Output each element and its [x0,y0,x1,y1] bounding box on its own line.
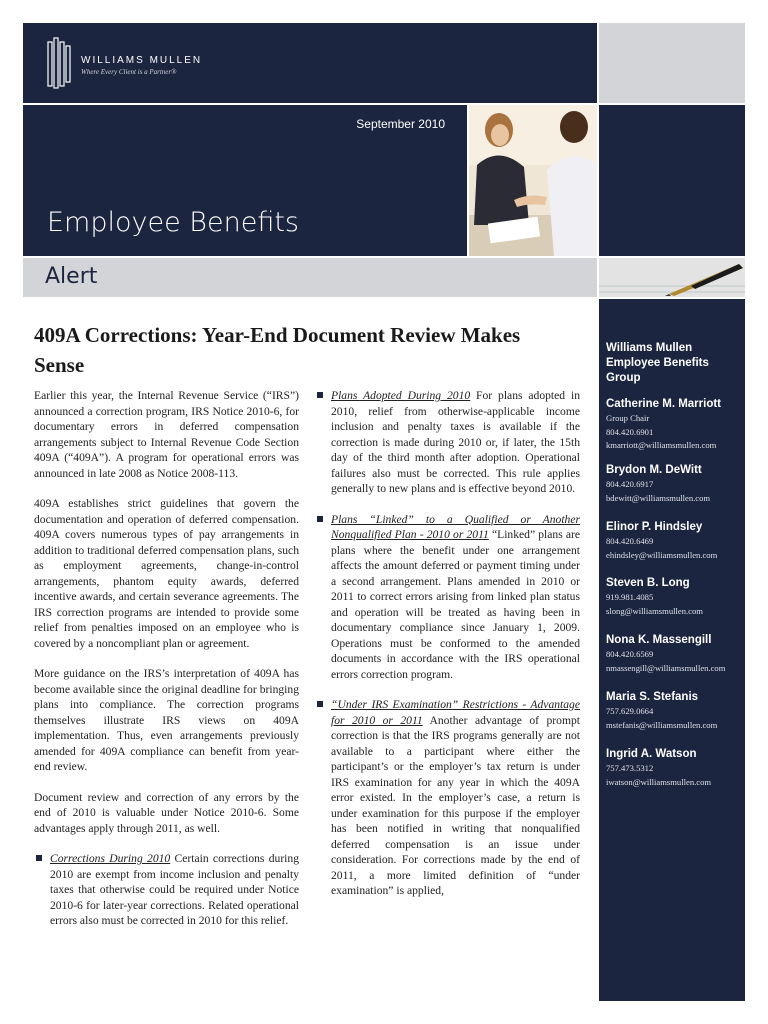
bullet-text: “Linked” plans are plans where the benefit under one arrangement affects the amount deferred or payment timing under a second arrangement. Plans amended in 2010 or 2011 to correct errors arising from linked plan status and operation will be treated as having been in documentary compliance since January 1, 2009. Operations must be conformed to the amended documents in accordance with the IRS operational errors correction program. [331,528,581,681]
contact-name: Steven B. Long [606,577,690,589]
article-column-right [315,388,580,914]
bullet-square-icon [317,516,323,522]
bullet-title: Plans “Linked” to a Qualified or Another Nonqualified Plan - 2010 or 2011 [331,512,580,541]
contact-card [606,690,744,732]
firm-tagline: Where Every Client is a Partner® [81,68,177,76]
bullet-text: Another advantage of prompt correction is that the IRS programs generally are not available to a participant where either the participant’s or the employer’s tax return is under IRS examination for any year in which the 409A error existed. In the employer’s case, a return is under examination for this purpose if the employer has been notified in writing that nonqualified deferred compensation is an issue under consideration. For corrections made by the end of 2011, a more limited definition of “under examination” is applied, [331,713,580,897]
contact-name: Nona K. Massengill [606,634,712,646]
contact-name: Maria S. Stefanis [606,691,699,703]
contact-card [606,633,744,675]
contact-card [606,576,744,618]
contact-name: Brydon M. DeWitt [606,464,702,476]
contact-card [606,397,744,453]
bullet-text: For plans adopted in 2010, relief from otherwise-applicable income inclusion and penalty taxes is available if the correction is made during 2010 or, if later, the 15th day of the third month after adoption. Operational failures also must be corrected. This rule applies generally to new plans and is effective beyond 2010. [331,389,580,495]
article-heading: 409A Corrections: Year-End Document Review Makes Sense [34,323,521,377]
article-column-left [34,388,299,944]
header-banner [23,23,597,103]
bullet-title: “Under IRS Examination” Restrictions - Advantage for 2010 or 2011 [331,698,580,727]
sidebar-heading: Williams Mullen Employee Benefits Group [606,342,709,384]
bullet-item [315,697,580,899]
contact-name: Catherine M. Marriott [606,398,722,410]
contact-phone: 804.420.6469 [606,536,654,546]
bullet-item [315,388,580,497]
contact-card [606,463,744,505]
bullet-text: Certain corrections during 2010 are exempt from income inclusion and penalty taxes that otherwise could be required under Notice 2010-6 for later-year corrections. Related operational errors also must be corrected in 2010 for this relief. [50,852,299,927]
contact-email-link[interactable]: bdewitt@williamsmullen.com [606,492,711,503]
issue-date: September 2010 [356,117,445,131]
alert-bar [23,258,597,297]
contact-email-link[interactable]: ehindsley@williamsmullen.com [606,549,718,560]
article-paragraph: 409A establishes strict guidelines that govern the documentation and operation of deferred compensation. 409A covers numerous types of pay arrangements in addition to traditional deferred compensation plans, such as employment agreements, change-in-control arrangements, phantom equity awards, deferred incentive awards, and certain severance agreements. The IRS correction programs are intended to provide some relief from penalties imposed on an employee who is covered by a noncompliant plan or agreement. [34,497,299,650]
contact-phone: 757.629.0664 [606,706,654,716]
pen-photo [599,258,745,297]
contact-email-link[interactable]: kmarriott@williamsmullen.com [606,440,717,450]
contact-name: Ingrid A. Watson [606,748,697,760]
header-corner-block [599,23,745,103]
contact-phone: 804.420.6901 [606,426,654,437]
bullet-item [34,851,299,929]
article-paragraph: Earlier this year, the Internal Revenue Service (“IRS”) announced a correction program, IRS Notice 2010-6, for documentary errors in deferred compensation arrangements subject to Internal Revenue Code Section 409A (“409A”). A program for operational errors was announced in late 2008 as Notice 2008-113. [34,389,299,480]
bullet-title: Plans Adopted During 2010 [331,389,471,402]
contact-email-link[interactable]: iwatson@williamsmullen.com [606,776,712,787]
williams-mullen-logo-icon [47,36,71,90]
title-banner [23,105,467,256]
contact-email-link[interactable]: slong@williamsmullen.com [606,605,703,616]
article-paragraph: Document review and correction of any errors by the end of 2010 is valuable under Notice 2010-6. Some advantages apply through 2011, as well. [34,790,299,835]
contact-card [606,520,744,562]
contact-email-link[interactable]: mstefanis@williamsmullen.com [606,719,718,730]
contact-phone: 804.420.6917 [606,479,654,489]
newsletter-title: Employee Benefits [47,207,299,238]
contact-phone: 804.420.6569 [606,649,654,659]
contact-role: Group Chair [606,413,650,423]
contact-name: Elinor P. Hindsley [606,521,703,533]
contact-phone: 919.981.4085 [606,592,654,602]
bullet-square-icon [317,701,323,707]
bullet-square-icon [317,392,323,398]
bullet-title: Corrections During 2010 [50,852,171,865]
contact-card [606,747,744,789]
article-paragraph: More guidance on the IRS’s interpretation of 409A has become available since the original deadline for bringing plans into compliance. The correction programs themselves illustrate IRS views on 409A implementation. Thus, even arrangements previously amended for 409A compliance can benefit from year-end review. [34,667,299,773]
alert-label: Alert [45,264,98,289]
bullet-square-icon [36,855,42,861]
firm-name: WILLIAMS MULLEN [81,55,203,66]
contacts-sidebar [599,299,745,1001]
contact-phone: 757.473.5312 [606,763,654,773]
bullet-item [315,512,580,683]
contact-email-link[interactable]: nmassengill@williamsmullen.com [606,662,726,673]
header-side-block [599,105,745,256]
handshake-photo [469,105,597,256]
